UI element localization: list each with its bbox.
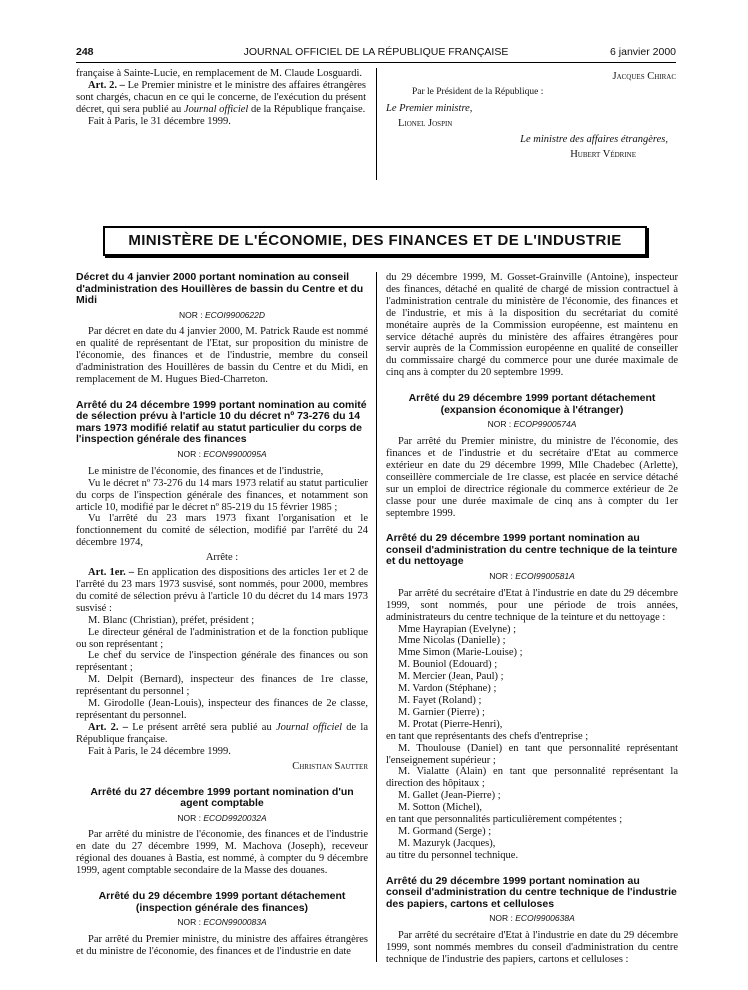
list-item: M. Bouniol (Edouard) ;	[398, 659, 498, 671]
list-item: M. Gallet (Jean-Pierre) ;	[398, 790, 501, 802]
section-title: Arrêté du 29 décembre 1999 portant détachement (inspection générale des finances)	[98, 890, 346, 914]
paragraph: Le ministre de l'économie, des finances et de l'industrie,	[88, 465, 324, 477]
article-label: Art. 2. –	[88, 721, 128, 733]
member-list	[386, 790, 678, 814]
list-item: M. Protat (Pierre-Henri),	[398, 718, 503, 730]
paragraph: Par décret en date du 4 janvier 2000, M. Patrick Raude est nommé en qualité de représentant de l'Etat, sur proposition du ministre de l'économie, des finances et de l'industrie, membre du conseil d'administration des Houillères de bassin du Centre et du Midi, en remplacement de M. Hugues Bied-Charreton.	[76, 326, 368, 386]
list-item: M. Mazuryk (Jacques),	[398, 837, 496, 849]
list-item: Le chef du service de l'inspection générale des finances ou son représentant ;	[76, 650, 368, 674]
top-left-column	[76, 68, 366, 128]
list-item: M. Blanc (Christian), préfet, président ;	[88, 614, 255, 626]
nor-reference: NOR : ECOD9920032A	[177, 812, 267, 823]
nor-reference: NOR : ECOI9900581A	[489, 570, 575, 581]
left-column	[76, 272, 368, 958]
signature-intro: Par le Président de la République :	[412, 86, 544, 97]
paragraph: Art. 2. – Le Premier ministre et le ministre des affaires étrangères sont chargés, chacun en ce qui le concerne, de l'exécution du présent décret, qui sera publié au Journal officiel de la République française.	[76, 79, 366, 115]
nor-reference: NOR : ECON9900095A	[177, 448, 267, 459]
member-list	[386, 826, 678, 850]
ministry-title: MINISTÈRE DE L'ÉCONOMIE, DES FINANCES ET DE L'INDUSTRIE	[128, 232, 622, 249]
column-divider	[376, 272, 377, 962]
list-item: M. Vardon (Stéphane) ;	[398, 683, 497, 695]
nor-reference: NOR : ECON9900083A	[177, 917, 267, 928]
paragraph: Vu l'arrêté du 23 mars 1973 fixant l'organisation et le fonctionnement du comité de sélection, modifié par l'arrêté du 24 décembre 1974,	[76, 513, 368, 549]
paragraph: Fait à Paris, le 24 décembre 1999.	[88, 745, 231, 757]
list-item: Mme Nicolas (Danielle) ;	[398, 635, 506, 647]
section-title: Arrêté du 29 décembre 1999 portant nomination au conseil d'administration du centre technique de l'industrie des papiers, cartons et celluloses	[386, 874, 677, 910]
paragraph: en tant que personnalités particulièrement compétentes ;	[386, 814, 623, 826]
list-item: Le directeur général de l'administration et de la fonction publique ou son représentant ;	[76, 626, 368, 650]
paragraph: Fait à Paris, le 31 décembre 1999.	[88, 115, 231, 127]
article-label: Art. 2. –	[88, 79, 125, 91]
paragraph: du 29 décembre 1999, M. Gosset-Grainville (Antoine), inspecteur des finances, détaché en qualité de chargé de mission contractuel à l'administration centrale du ministère de l'économie, des finances et de l'industrie, et mis à la disposition du secrétariat du comité monétaire auprès de la Commission européenne, est maintenu en service détaché auprès du ministère des affaires étrangères pour servir auprès de la Commission européenne en qualité de conseiller du commissaire chargé du commerce pour une durée maximale de cinq ans à compter du 20 septembre 1999.	[386, 272, 678, 379]
list-item: Mme Hayrapian (Evelyne) ;	[398, 623, 517, 635]
paragraph: Par arrêté du Premier ministre, du ministre de l'économie, des finances et de l'industrie et du secrétaire d'Etat au commerce extérieur en date du 29 décembre 1999, Mlle Chadebec (Arlette), conseillère commerciale de 1re classe, est placée en service détaché sur un emploi de directrice régionale du commerce extérieur de 2e classe pour une durée maximale de cinq ans à compter du 1er septembre 1999.	[386, 436, 678, 519]
list-item: Mme Simon (Marie-Louise) ;	[398, 647, 523, 659]
article-label: Art. 1er. –	[88, 567, 135, 579]
signature: Christian Sautter	[292, 760, 368, 772]
page-number: 248	[76, 46, 94, 58]
list-item: M. Fayet (Roland) ;	[398, 694, 482, 706]
member-list	[386, 624, 678, 731]
journal-title: JOURNAL OFFICIEL DE LA RÉPUBLIQUE FRANÇAISE	[243, 46, 509, 58]
paragraph: Vu le décret nº 73-276 du 14 mars 1973 relatif au statut particulier du corps de l'inspection générale des finances, et notamment son article 10, modifié par le décret nº 85-219 du 15 février 1985 ;	[76, 477, 368, 513]
paragraph: Art. 1er. – En application des dispositions des articles 1er et 2 de l'arrêté du 23 mars 1973 susvisé, sont nommés, pour 2000, membres du comité de sélection prévu à l'article 10 du décret du 14 mars 1973 susvisé :	[76, 567, 368, 614]
section-title: Arrêté du 27 décembre 1999 portant nomination d'un agent comptable	[90, 785, 354, 809]
paragraph: au titre du personnel technique.	[386, 849, 519, 861]
column-divider	[376, 68, 377, 180]
paragraph: en tant que représentants des chefs d'entreprise ;	[386, 730, 589, 742]
list-item: M. Thoulouse (Daniel) en tant que personnalité représentant l'enseignement supérieur ;	[386, 742, 678, 766]
list-item: M. Mercier (Jean, Paul) ;	[398, 671, 504, 683]
right-column	[386, 272, 678, 966]
section-title: Arrêté du 29 décembre 1999 portant détachement (expansion économique à l'étranger)	[408, 392, 656, 416]
list-item: M. Girodolle (Jean-Louis), inspecteur des finances de 2e classe, représentant du personnel.	[76, 698, 368, 721]
section-title: Arrêté du 24 décembre 1999 portant nomination au comité de sélection prévu à l'article 10 du décret nº 73-276 du 14 mars 1973 modifié relatif au statut particulier du corps de l'inspection générale des finances	[76, 398, 367, 446]
list-item: M. Delpit (Bernard), inspecteur des finances de 1re classe, représentant du personnel ;	[76, 674, 368, 698]
paragraph: Par arrêté du secrétaire d'Etat à l'industrie en date du 29 décembre 1999, sont nommés membres du conseil d'administration du centre technique de l'industrie des papiers, cartons et celluloses :	[386, 930, 678, 965]
paragraph: Art. 2. – Le présent arrêté sera publié au Journal officiel de la République française.	[76, 721, 368, 745]
arrete-heading: Arrête :	[205, 552, 239, 564]
list-item: M. Garnier (Pierre) ;	[398, 706, 485, 718]
paragraph: Par arrêté du Premier ministre, du ministre des affaires étrangères et du ministre de l'économie, des finances et de l'industrie en date	[76, 933, 368, 957]
paragraph: Par arrêté du ministre de l'économie, des finances et de l'industrie en date du 27 décembre 1999, M. Machova (Joseph), receveur régional des douanes à Bastia, est nommé, à compter du 9 décembre 1999, agent comptable secondaire de la Masse des douanes.	[76, 829, 368, 877]
issue-date: 6 janvier 2000	[610, 46, 676, 58]
pm-name: Lionel Jospin	[398, 117, 453, 129]
list-item: M. Gormand (Serge) ;	[398, 825, 492, 837]
header-rule	[76, 62, 676, 63]
top-right-signatures	[386, 70, 676, 162]
page-header	[76, 46, 676, 60]
section-title: Arrêté du 29 décembre 1999 portant nomination au conseil d'administration du centre technique de la teinture et du nettoyage	[386, 532, 678, 568]
paragraph: Par arrêté du secrétaire d'Etat à l'industrie en date du 29 décembre 1999, sont nommés, pour une période de trois années, administrateurs du centre technique de la teinture et du nettoyage :	[386, 587, 678, 623]
list-item: M. Vialatte (Alain) en tant que personnalité représentant la direction des hôpitaux ;	[386, 766, 678, 790]
mae-name: Hubert Védrine	[570, 148, 636, 160]
nor-reference: NOR : ECOI9900638A	[489, 913, 575, 924]
pm-title: Le Premier ministre,	[386, 103, 473, 114]
ministry-banner	[103, 226, 647, 256]
president-signature: Jacques Chirac	[612, 71, 676, 82]
paragraph: française à Sainte-Lucie, en remplacement de M. Claude Losguardi.	[76, 68, 363, 79]
nor-reference: NOR : ECOP9900574A	[487, 419, 577, 430]
section-title: Décret du 4 janvier 2000 portant nomination au conseil d'administration des Houillères de bassin du Centre et du Midi	[76, 271, 364, 306]
mae-title: Le ministre des affaires étrangères,	[520, 134, 668, 145]
list-item: M. Sotton (Michel),	[398, 802, 482, 814]
nor-reference: NOR : ECOI9900622D	[179, 309, 265, 320]
